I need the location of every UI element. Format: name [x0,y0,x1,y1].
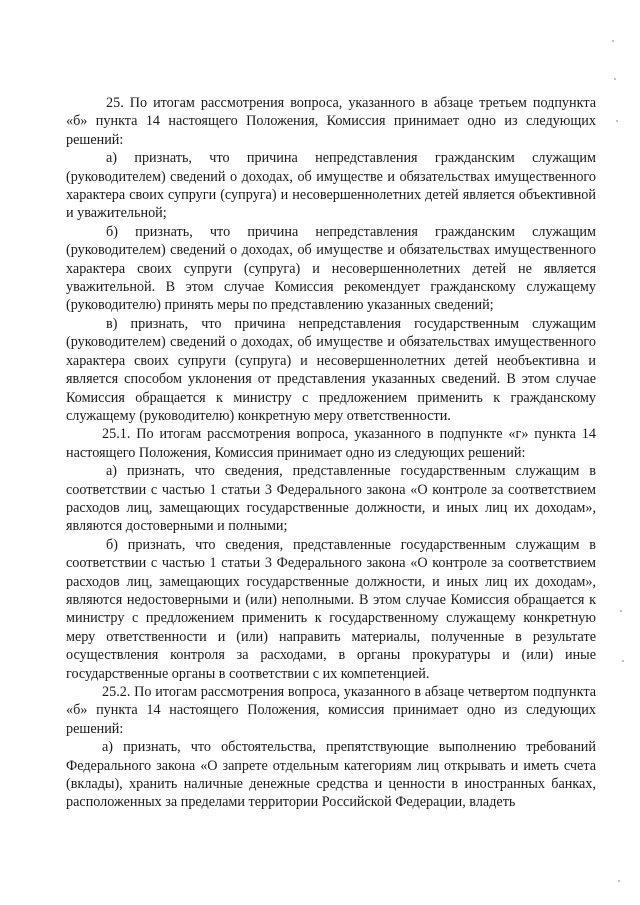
paragraph-25-1: 25.1. По итогам рассмотрения вопроса, указанного в подпункте «г» пункта 14 настоящего Положения, Комиссия принимает одно из следующих решений: [66,426,596,461]
scan-speck [614,78,616,80]
document-body [66,94,596,812]
paragraph-25-1-b: б) признать, что сведения, представленные государственным служащим в соответствии с частью 1 статьи 3 Федерального закона «О контроле за соответствием расходов лиц, замещающих государственные должности, и иных лиц их доходам», являются недостоверными и (или) неполными. В этом случае Комиссия обращается к министру с предложением применить к государственному служащему конкретную меру ответственности и (или) направить материалы, полученные в результате осуществления контроля за расходами, в органы прокуратуры и (или) иные государственные органы в соответствии с их компетенцией. [66,536,596,682]
paragraph-25-v: в) признать, что причина непредставления государственным служащим (руководителем) сведений о доходах, об имуществе и обязательствах имущественного характера своих супруги (супруга) и несовершеннолетних детей необъективна и является способом уклонения от представления указанных сведений. В этом случае Комиссия обращается к министру с предложением применить к гражданскому служащему (руководителю) конкретную меру ответственности. [66,315,596,424]
scan-speck [620,610,622,612]
paragraph-25-1-a: а) признать, что сведения, представленные государственным служащим в соответствии с частью 1 статьи 3 Федерального закона «О контроле за соответствием расходов лиц, замещающих государственные должности, и иных лиц их доходам», являются достоверными и полными; [66,463,596,535]
scan-speck [616,120,618,122]
paragraph-25-2-a: а) признать, что обстоятельства, препятствующие выполнению требований Федерального закона «О запрете отдельным категориям лиц открывать и иметь счета (вклады), хранить наличные денежные средства и ценности в иностранных банках, расположенных за пределами территории Российской Федерации, владеть [66,739,596,811]
paragraph-25-2: 25.2. По итогам рассмотрения вопроса, указанного в абзаце четвертом подпункта «б» пункта 14 настоящего Положения, комиссия принимает одно из следующих решений: [66,684,596,737]
paragraph-25-a: а) признать, что причина непредставления гражданским служащим (руководителем) сведений о доходах, об имуществе и обязательствах имущественного характера своих супруги (супруга) и несовершеннолетних детей является объективной и уважительной; [66,150,596,222]
scan-speck [612,40,614,42]
paragraph-25: 25. По итогам рассмотрения вопроса, указанного в абзаце третьем подпункта «б» пункта 14 настоящего Положения, Комиссия принимает одно из следующих решений: [66,95,596,148]
paragraph-25-b: б) признать, что причина непредставления гражданским служащим (руководителем) сведений о доходах, об имуществе и обязательствах имущественного характера своих супруги (супруга) и несовершеннолетних детей не является уважительной. В этом случае Комиссия рекомендует гражданскому служащему (руководителю) принять меры по представлению указанных сведений; [66,223,596,314]
scan-speck [622,660,624,662]
scan-speck [618,880,620,882]
